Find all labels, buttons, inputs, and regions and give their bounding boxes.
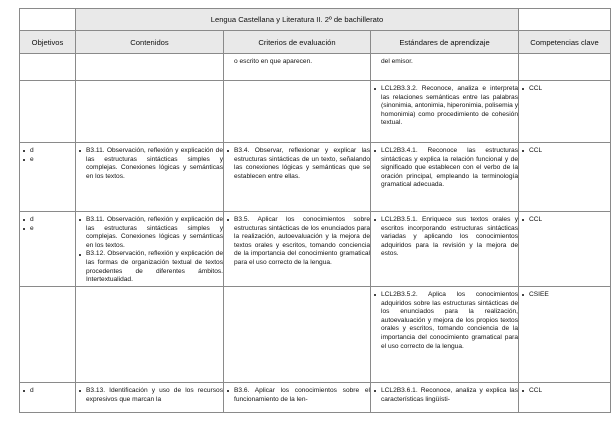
table-row	[20, 212, 611, 287]
cell-objetivos	[20, 212, 76, 287]
cell-item: d	[20, 387, 75, 396]
cell-item: CSIEE	[519, 291, 610, 300]
cell-competencias	[519, 54, 611, 81]
cell-item: B3.12. Observación, reflexión y explicación de las formas de organización textual de textos procedentes de diferentes ámbitos. Intertextualidad.	[76, 250, 223, 284]
cell-item: B3.4. Observar, reflexionar y explicar las estructuras sintácticas de un texto, señalando las conexiones lógicas y semánticas que se establecen entre ellas.	[224, 147, 370, 181]
cell-criterios	[224, 143, 371, 212]
cell-objetivos	[20, 383, 76, 413]
cell-contenidos	[76, 287, 224, 383]
cell-item: CCL	[519, 147, 610, 156]
cell-criterios	[224, 287, 371, 383]
cell-item: o escrito en que aparecen.	[234, 58, 313, 65]
col-header-contenidos: Contenidos	[76, 31, 224, 54]
cell-estandares	[371, 143, 519, 212]
cell-item: e	[20, 225, 75, 234]
cell-item: LCL2B3.6.1. Reconoce, analiza y explica las características lingüísti-	[371, 387, 518, 404]
cell-item: B3.13. Identificación y uso de los recursos expresivos que marcan la	[76, 387, 223, 404]
cell-objetivos	[20, 287, 76, 383]
table-title: Lengua Castellana y Literatura II. 2º de bachillerato	[76, 9, 519, 31]
cell-item: del emisor.	[381, 58, 413, 65]
cell-item: e	[20, 156, 75, 165]
cell-criterios	[224, 383, 371, 413]
cell-objetivos	[20, 81, 76, 143]
cell-item: LCL2B3.5.1. Enriquece sus textos orales y escritos incorporando estructuras sintácticas variadas y aplicando los conocimientos adquiridos para la revisión y la mejora de estos.	[371, 216, 518, 259]
cell-contenidos	[76, 143, 224, 212]
cell-objetivos	[20, 143, 76, 212]
table-row	[20, 54, 611, 81]
cell-item: B3.11. Observación, reflexión y explicación de las estructuras sintácticas simples y complejas. Conexiones lógicas y semánticas en los textos.	[76, 147, 223, 181]
cell-estandares	[371, 383, 519, 413]
cell-criterios	[224, 212, 371, 287]
title-blank-cell-right	[519, 9, 611, 31]
cell-competencias	[519, 383, 611, 413]
cell-competencias	[519, 287, 611, 383]
cell-estandares	[371, 212, 519, 287]
table-row	[20, 287, 611, 383]
table-body	[20, 54, 611, 413]
col-header-estandares: Estándares de aprendizaje	[371, 31, 519, 54]
cell-criterios	[224, 81, 371, 143]
cell-item: LCL2B3.3.2. Reconoce, analiza e interpreta las relaciones semánticas entre las palabras (sinonimia, antonimia, hiperonimia, polisemia y homonimia) como procedimiento de cohesión textual.	[371, 85, 518, 128]
cell-item: CCL	[519, 387, 610, 396]
cell-item: CCL	[519, 216, 610, 225]
cell-item: LCL2B3.5.2. Aplica los conocimientos adquiridos sobre las estructuras sintácticas de los enunciados para la realización, autoevaluación y mejora de los propios textos orales y escritos, tomando conciencia de la importancia del conocimiento gramatical para el uso correcto de la lengua.	[371, 291, 518, 351]
cell-estandares	[371, 81, 519, 143]
cell-item: d	[20, 147, 75, 156]
cell-item: CCL	[519, 85, 610, 94]
cell-item: d	[20, 216, 75, 225]
col-header-competencias: Competencias clave	[519, 31, 611, 54]
cell-estandares	[371, 54, 519, 81]
col-header-objetivos: Objetivos	[20, 31, 76, 54]
cell-item: B3.11. Observación, reflexión y explicación de las estructuras sintácticas simples y complejas. Conexiones lógicas y semánticas en los textos.	[76, 216, 223, 250]
cell-item: B3.6. Aplicar los conocimientos sobre el funcionamiento de la len-	[224, 387, 370, 404]
curriculum-table	[19, 8, 611, 413]
table-row	[20, 383, 611, 413]
table-row	[20, 81, 611, 143]
cell-item: B3.5. Aplicar los conocimientos sobre estructuras sintácticas de los enunciados para la realización, autoevaluación y la mejora de textos orales y escritos, tomando conciencia de la importancia del conocimiento gramatical para el uso correcto de la lengua.	[224, 216, 370, 268]
cell-contenidos	[76, 81, 224, 143]
col-header-criterios: Criterios de evaluación	[224, 31, 371, 54]
cell-item: LCL2B3.4.1. Reconoce las estructuras sintácticas y explica la relación funcional y de significado que establecen con el verbo de la oración principal, empleando la terminología gramatical adecuada.	[371, 147, 518, 190]
cell-competencias	[519, 143, 611, 212]
table-row	[20, 143, 611, 212]
cell-contenidos	[76, 54, 224, 81]
cell-competencias	[519, 81, 611, 143]
cell-criterios	[224, 54, 371, 81]
cell-contenidos	[76, 212, 224, 287]
title-blank-cell	[20, 9, 76, 31]
cell-estandares	[371, 287, 519, 383]
cell-competencias	[519, 212, 611, 287]
cell-objetivos	[20, 54, 76, 81]
cell-contenidos	[76, 383, 224, 413]
